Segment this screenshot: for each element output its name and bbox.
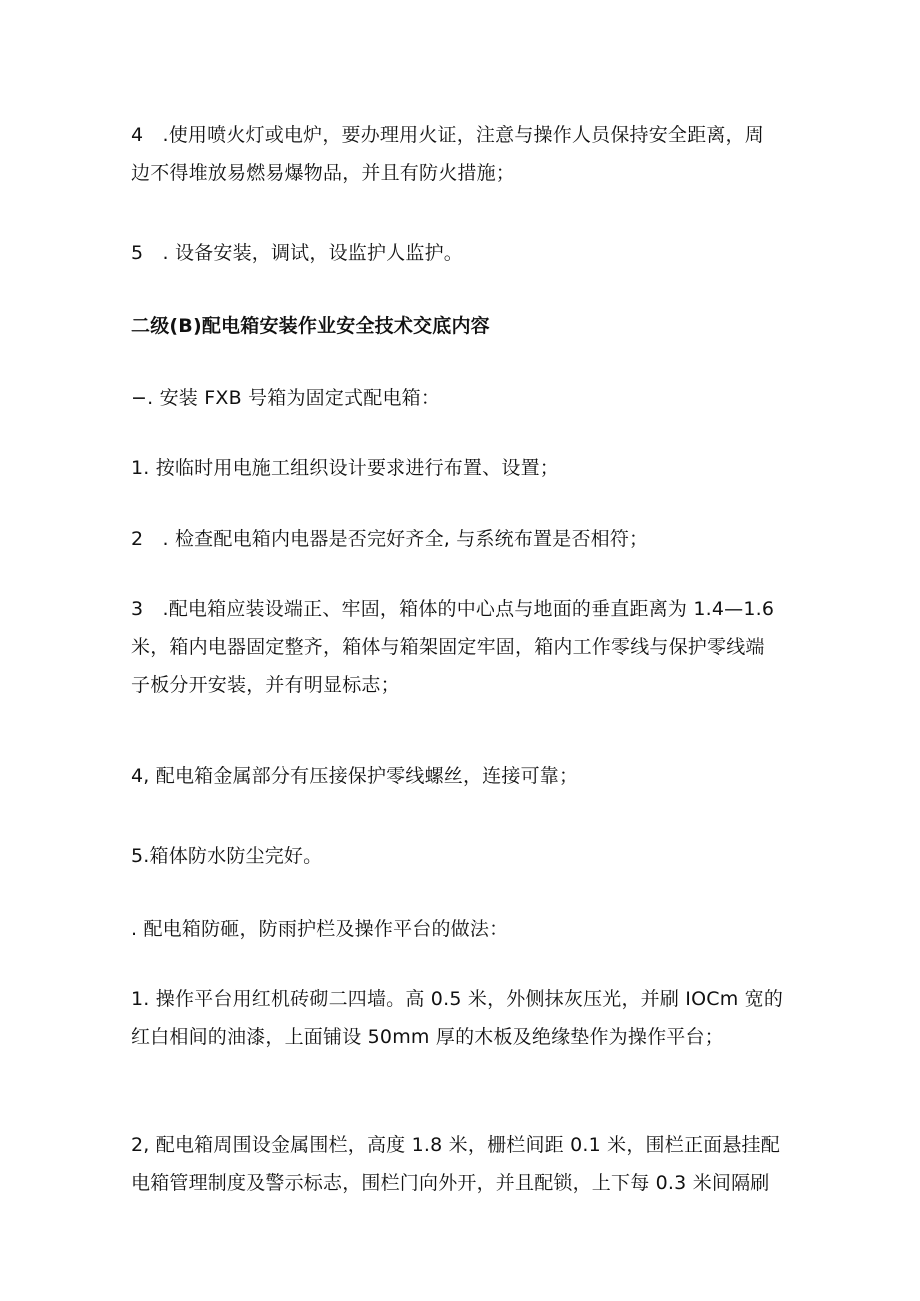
- text-line: 5 . 设备安装，调试，设监护人监护。: [131, 242, 463, 264]
- paragraph-item-2-fence: [131, 1126, 793, 1202]
- paragraph-item-2-inspection: [131, 520, 793, 558]
- text-line: −. 安装 FXB 号箱为固定式配电箱：: [131, 387, 441, 409]
- text-line: 2 . 检查配电箱内电器是否完好齐全, 与系统布置是否相符；: [131, 528, 649, 550]
- text-line: 子板分开安装，并有明显标志；: [131, 674, 400, 696]
- text-line: 米，箱内电器固定整齐，箱体与箱架固定牢固，箱内工作零线与保护零线端: [131, 636, 765, 658]
- section-heading: [131, 307, 793, 345]
- subsection-two-title: [131, 910, 793, 948]
- paragraph-item-1-layout: [131, 449, 793, 487]
- text-line: 4, 配电箱金属部分有压接保护零线螺丝，连接可靠；: [131, 765, 579, 787]
- text-line: 3 .配电箱应装设端正、牢固，箱体的中心点与地面的垂直距离为 1.4—1.6: [131, 598, 775, 620]
- text-line: . 配电箱防砸，防雨护栏及操作平台的做法：: [131, 918, 509, 940]
- text-line: 边不得堆放易燃易爆物品，并且有防火措施；: [131, 162, 516, 184]
- paragraph-item-4-grounding: [131, 757, 793, 795]
- paragraph-item-5-waterproof: [131, 837, 793, 875]
- text-line: 红白相间的油漆，上面铺设 50mm 厚的木板及绝缘垫作为操作平台；: [131, 1026, 724, 1048]
- heading-text: 二级(B)配电箱安装作业安全技术交底内容: [131, 315, 490, 337]
- paragraph-item-5-equipment-install: [131, 234, 793, 272]
- paragraph-item-1-platform: [131, 980, 793, 1056]
- text-line: 4 .使用喷火灯或电炉，要办理用火证，注意与操作人员保持安全距离，周: [131, 124, 764, 146]
- subsection-one-title: [131, 379, 793, 417]
- paragraph-item-3-mounting: [131, 590, 793, 704]
- text-line: 2, 配电箱周围设金属围栏，高度 1.8 米，栅栏间距 0.1 米，围栏正面悬挂配: [131, 1134, 780, 1156]
- text-line: 电箱管理制度及警示标志，围栏门向外开，并且配锁，上下每 0.3 米间隔刷: [131, 1172, 770, 1194]
- text-line: 1. 操作平台用红机砖砌二四墙。高 0.5 米，外侧抹灰压光，并刷 IOCm 宽的: [131, 988, 784, 1010]
- paragraph-item-4-fire-permit: [131, 116, 793, 192]
- text-line: 1. 按临时用电施工组织设计要求进行布置、设置；: [131, 457, 559, 479]
- text-line: 5.箱体防水防尘完好。: [131, 845, 323, 867]
